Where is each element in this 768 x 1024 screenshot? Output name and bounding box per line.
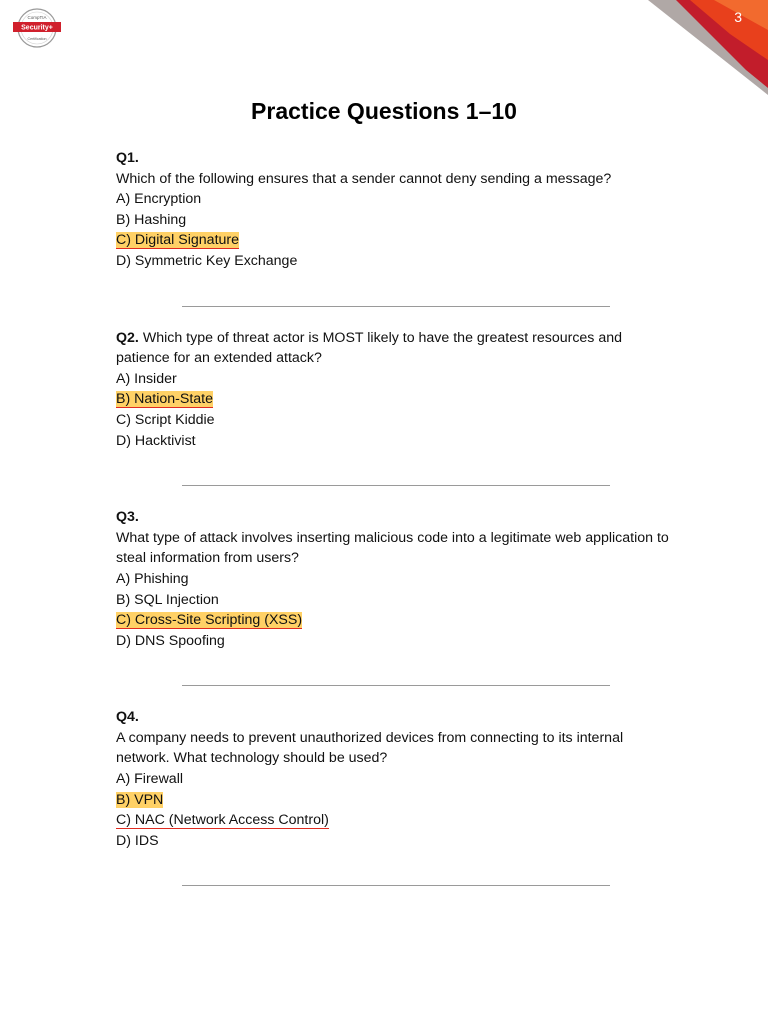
answer-option [116, 230, 676, 251]
option-text: B) Hashing [116, 211, 187, 228]
question-block [116, 507, 676, 651]
answer-option [116, 769, 676, 790]
answer-option [116, 389, 676, 410]
question-text: Which of the following ensures that a sender cannot deny sending a message? [116, 170, 612, 187]
question-list [116, 148, 676, 907]
question-block [116, 328, 676, 452]
logo-top-text: CompTIA [27, 15, 47, 20]
option-text: D) Hacktivist [116, 432, 196, 449]
answer-option [116, 210, 676, 231]
option-text: A) Encryption [116, 191, 202, 208]
option-text: D) DNS Spoofing [116, 632, 225, 649]
question-block [116, 707, 676, 851]
question-text: A company needs to prevent unauthorized devices from connecting to its internal network. What technology should be used? [116, 729, 624, 767]
answer-option [116, 410, 676, 431]
highlighted-answer: C) Cross-Site Scripting (XSS) [116, 612, 303, 629]
option-text: C) NAC (Network Access Control) [116, 812, 329, 829]
question-block [116, 148, 676, 272]
question-label: Q3. [116, 509, 139, 526]
question-text: What type of attack involves inserting malicious code into a legitimate web application to steal information from users? [116, 529, 669, 567]
option-text: A) Firewall [116, 771, 184, 788]
security-plus-logo [12, 6, 62, 56]
option-text: A) Insider [116, 370, 177, 387]
answer-option [116, 251, 676, 272]
highlighted-answer: C) Digital Signature [116, 232, 240, 249]
answer-option [116, 631, 676, 652]
question-label: Q4. [116, 709, 139, 726]
answer-option [116, 810, 676, 831]
question-label: Q2. [116, 329, 139, 346]
page-number: 3 [734, 9, 742, 25]
option-text: D) Symmetric Key Exchange [116, 252, 298, 269]
logo-band-text: Security+ [21, 24, 53, 32]
question-text: Which type of threat actor is MOST likely to have the greatest resources and patience for an extended attack? [116, 329, 623, 367]
option-text: B) SQL Injection [116, 591, 219, 608]
answer-option [116, 431, 676, 452]
answer-option [116, 790, 676, 811]
option-text: A) Phishing [116, 570, 189, 587]
answer-option [116, 831, 676, 852]
logo-bottom-text: Certification [27, 37, 47, 41]
highlighted-answer: B) VPN [116, 791, 164, 808]
option-text: D) IDS [116, 832, 159, 849]
answer-option [116, 590, 676, 611]
highlighted-answer: B) Nation-State [116, 391, 213, 408]
answer-option [116, 189, 676, 210]
page-title: Practice Questions 1–10 [251, 98, 517, 124]
answer-option [116, 369, 676, 390]
answer-option [116, 610, 676, 631]
corner-decoration [618, 0, 768, 100]
answer-option [116, 569, 676, 590]
option-text: C) Script Kiddie [116, 411, 215, 428]
question-label: Q1. [116, 150, 139, 166]
